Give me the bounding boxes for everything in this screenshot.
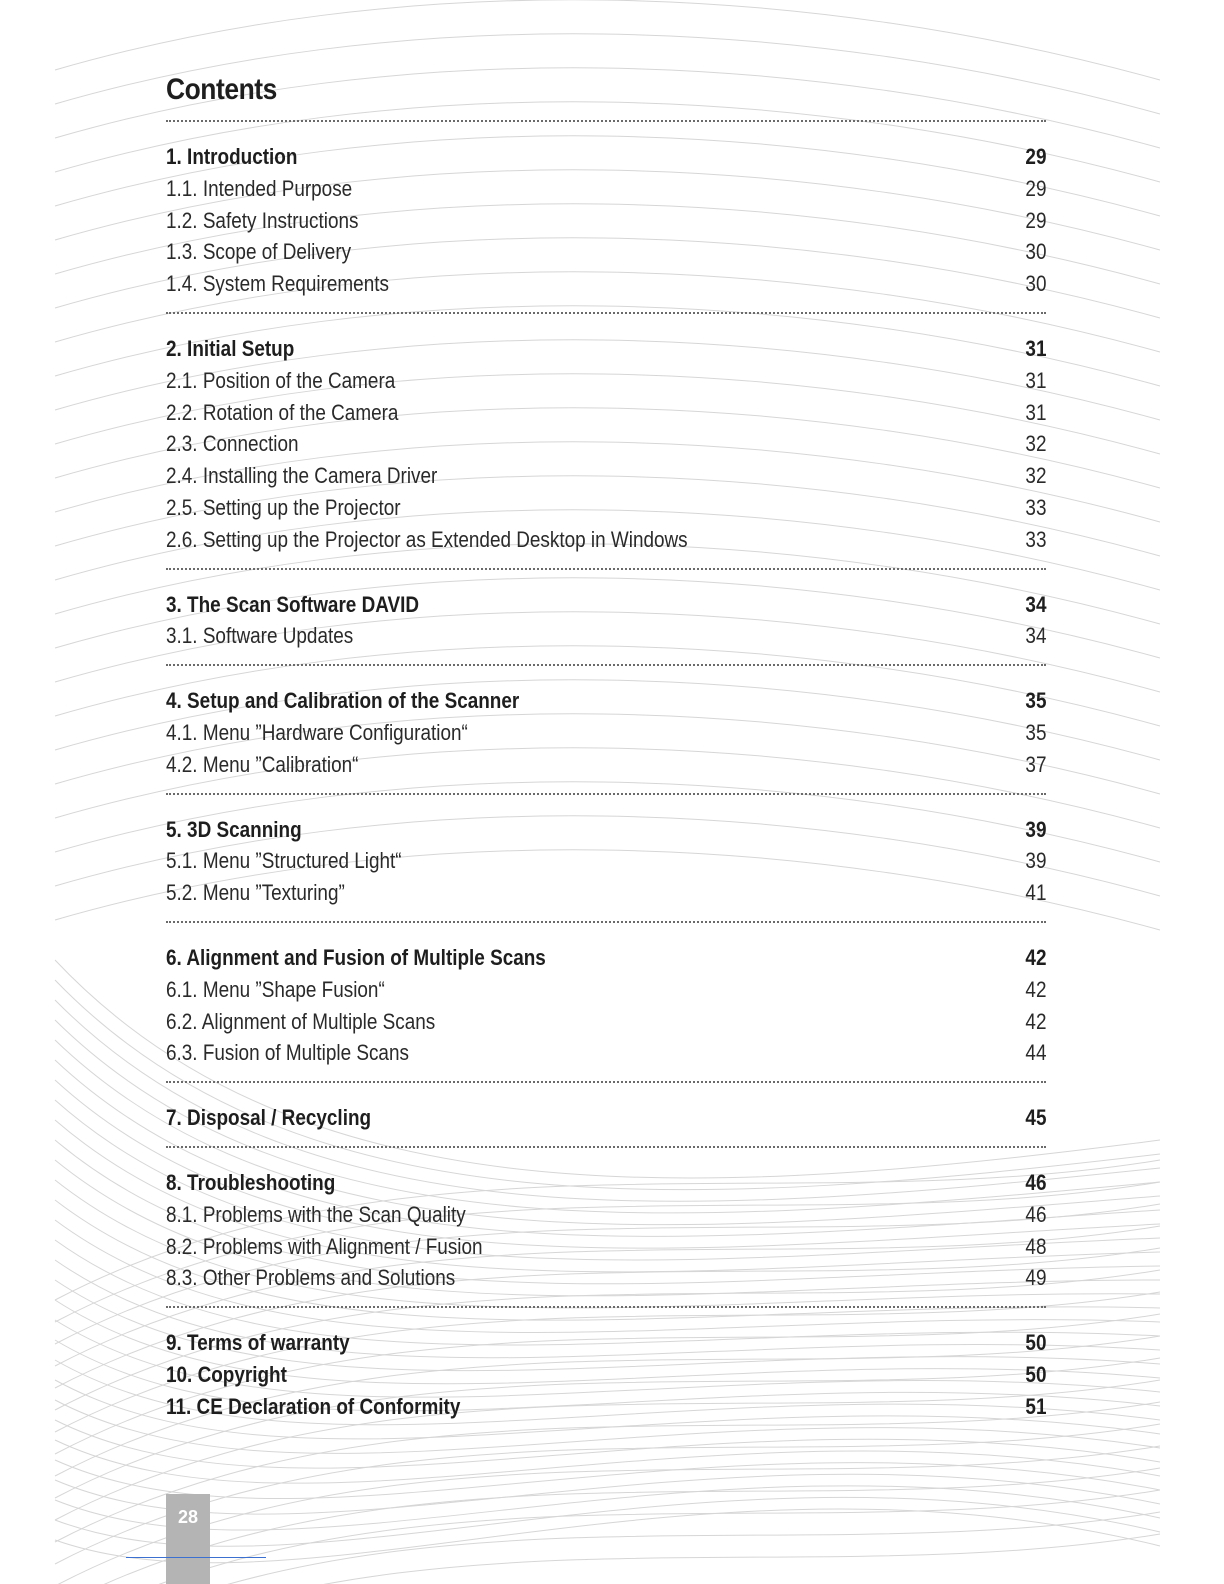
page-ref: 42 [1024,1008,1046,1034]
entry-title: 8.3. Other Problems and Solutions [166,1265,456,1291]
toc-section [166,141,1046,300]
chapter-title [166,685,519,717]
page-ref: 49 [1024,1265,1046,1291]
dotted-separator [166,120,1046,122]
chapter-number: 8. [166,1169,182,1195]
chapter-name: Setup and Calibration of the Scanner [187,688,520,714]
chapter-number: 11. [166,1393,192,1419]
entry-title: 2.6. Setting up the Projector as Extended Desktop in Windows [166,526,688,552]
wave-line [55,1468,1160,1584]
toc-entry-6-1[interactable] [166,974,1046,1006]
wave-line [55,1509,1160,1563]
chapter-title [166,1167,335,1199]
chapter-number: 3. [166,591,182,617]
entry-title: 8.2. Problems with Alignment / Fusion [166,1233,483,1259]
entry-title: 5.2. Menu ”Texturing” [166,880,345,906]
toc-entry-2-4[interactable] [166,460,1046,492]
toc-chapter-8[interactable] [166,1167,1046,1199]
page-ref: 32 [1024,463,1046,489]
chapter-name: Disposal / Recycling [187,1105,372,1131]
toc-section [166,814,1046,909]
toc-entry-2-2[interactable] [166,397,1046,429]
page-title: Contents [166,73,277,106]
chapter-name: 3D Scanning [187,816,302,842]
wave-line [55,1424,1160,1564]
page-ref: 51 [1024,1393,1046,1419]
page-ref: 30 [1024,271,1046,297]
chapter-name: Initial Setup [187,335,295,361]
toc-chapter-3[interactable] [166,589,1046,621]
entry-title: 4.1. Menu ”Hardware Configuration“ [166,719,468,745]
entry-title: 6.1. Menu ”Shape Fusion“ [166,976,385,1002]
dotted-separator [166,1081,1046,1083]
chapter-name: The Scan Software DAVID [187,591,420,617]
page-ref: 45 [1024,1105,1046,1131]
toc-entry-8-1[interactable] [166,1199,1046,1231]
page-ref: 37 [1024,751,1046,777]
entry-title: 1.4. System Requirements [166,271,389,297]
chapter-number: 6. [166,944,182,970]
entry-title: 2.1. Position of the Camera [166,367,396,393]
toc-entry-6-3[interactable] [166,1037,1046,1069]
toc-entry-2-3[interactable] [166,428,1046,460]
toc-chapter-2[interactable] [166,333,1046,365]
page-ref: 29 [1024,144,1046,169]
entry-title: 4.2. Menu ”Calibration“ [166,751,359,777]
toc-section [166,685,1046,780]
chapter-number: 9. [166,1330,182,1356]
toc-section [166,942,1046,1069]
entry-title: 5.1. Menu ”Structured Light“ [166,848,402,874]
page-ref: 50 [1024,1330,1046,1356]
entry-title: 8.1. Problems with the Scan Quality [166,1201,466,1227]
page-ref: 39 [1024,816,1046,842]
page-ref: 33 [1024,494,1046,520]
toc-chapter-4[interactable] [166,685,1046,717]
toc-entry-4-1[interactable] [166,717,1046,749]
chapter-name: Troubleshooting [187,1169,336,1195]
toc-entry-1-3[interactable] [166,236,1046,268]
chapter-title [166,333,294,365]
toc-section [166,1102,1046,1134]
entry-title: 1.3. Scope of Delivery [166,239,352,265]
page-ref: 41 [1024,880,1046,906]
toc-entry-2-6[interactable] [166,524,1046,556]
table-of-contents [166,141,1046,1423]
dotted-separator [166,921,1046,923]
dotted-separator [166,793,1046,795]
chapter-title [166,141,297,173]
entry-title: 2.2. Rotation of the Camera [166,399,399,425]
chapter-name: CE Declaration of Conformity [196,1393,461,1419]
page-ref: 35 [1024,688,1046,714]
toc-entry-4-2[interactable] [166,749,1046,781]
toc-chapter-5[interactable] [166,814,1046,846]
page-ref: 42 [1024,976,1046,1002]
chapter-number: 10. [166,1361,193,1387]
dotted-separator [166,568,1046,570]
entry-title: 3.1. Software Updates [166,623,354,649]
dotted-separator [166,312,1046,314]
toc-chapter-9[interactable] [166,1327,1046,1359]
toc-entry-1-4[interactable] [166,268,1046,300]
toc-entry-8-2[interactable] [166,1231,1046,1263]
page-ref: 29 [1024,207,1046,233]
toc-entry-6-2[interactable] [166,1006,1046,1038]
toc-entry-5-2[interactable] [166,877,1046,909]
page-ref: 44 [1024,1040,1046,1066]
toc-section [166,1327,1046,1422]
chapter-title [166,1391,460,1423]
chapter-number: 1. [166,144,182,169]
page-ref: 32 [1024,431,1046,457]
chapter-number: 7. [166,1105,182,1131]
entry-title: 6.3. Fusion of Multiple Scans [166,1040,409,1066]
chapter-number: 5. [166,816,182,842]
page-ref: 46 [1024,1169,1046,1195]
dotted-separator [166,1306,1046,1308]
chapter-name: Copyright [197,1361,287,1387]
page-ref: 39 [1024,848,1046,874]
chapter-title [166,1359,287,1391]
toc-entry-1-2[interactable] [166,205,1046,237]
page-ref: 31 [1024,367,1046,393]
page-ref: 31 [1024,335,1046,361]
chapter-title [166,1102,371,1134]
page-ref: 42 [1024,944,1046,970]
page-number-tab [166,1494,210,1584]
entry-title: 2.5. Setting up the Projector [166,494,401,520]
page-ref: 50 [1024,1361,1046,1387]
page-ref: 48 [1024,1233,1046,1259]
toc-chapter-1[interactable] [166,141,1046,173]
entry-title: 1.1. Intended Purpose [166,175,353,201]
footer-rule [126,1557,266,1558]
toc-section [166,333,1046,556]
toc-entry-5-1[interactable] [166,845,1046,877]
page-ref: 33 [1024,526,1046,552]
entry-title: 2.3. Connection [166,431,299,457]
dotted-separator [166,664,1046,666]
toc-entry-8-3[interactable] [166,1262,1046,1294]
chapter-number: 4. [166,688,182,714]
chapter-title [166,814,302,846]
chapter-title [166,942,546,974]
chapter-number: 2. [166,335,182,361]
toc-chapter-7[interactable] [166,1102,1046,1134]
chapter-name: Introduction [187,144,298,169]
toc-section [166,589,1046,653]
page-ref: 46 [1024,1201,1046,1227]
toc-chapter-6[interactable] [166,942,1046,974]
entry-title: 6.2. Alignment of Multiple Scans [166,1008,436,1034]
page-ref: 29 [1024,175,1046,201]
page-ref: 31 [1024,399,1046,425]
chapter-title [166,1327,350,1359]
contents-page [166,70,1046,1435]
page-ref: 30 [1024,239,1046,265]
chapter-title [166,589,419,621]
toc-entry-2-1[interactable] [166,365,1046,397]
dotted-separator [166,1146,1046,1148]
toc-entry-2-5[interactable] [166,492,1046,524]
page-ref: 34 [1024,623,1046,649]
page-ref: 34 [1024,591,1046,617]
chapter-name: Terms of warranty [187,1330,350,1356]
page-number: 28 [177,1507,199,1527]
toc-chapter-11[interactable] [166,1391,1046,1423]
toc-chapter-10[interactable] [166,1359,1046,1391]
entry-title: 2.4. Installing the Camera Driver [166,463,438,489]
toc-entry-3-1[interactable] [166,620,1046,652]
toc-entry-1-1[interactable] [166,173,1046,205]
entry-title: 1.2. Safety Instructions [166,207,359,233]
toc-section [166,1167,1046,1294]
wave-line [55,1534,1160,1584]
wave-line [55,1497,1160,1546]
chapter-name: Alignment and Fusion of Multiple Scans [186,944,546,970]
page-ref: 35 [1024,719,1046,745]
